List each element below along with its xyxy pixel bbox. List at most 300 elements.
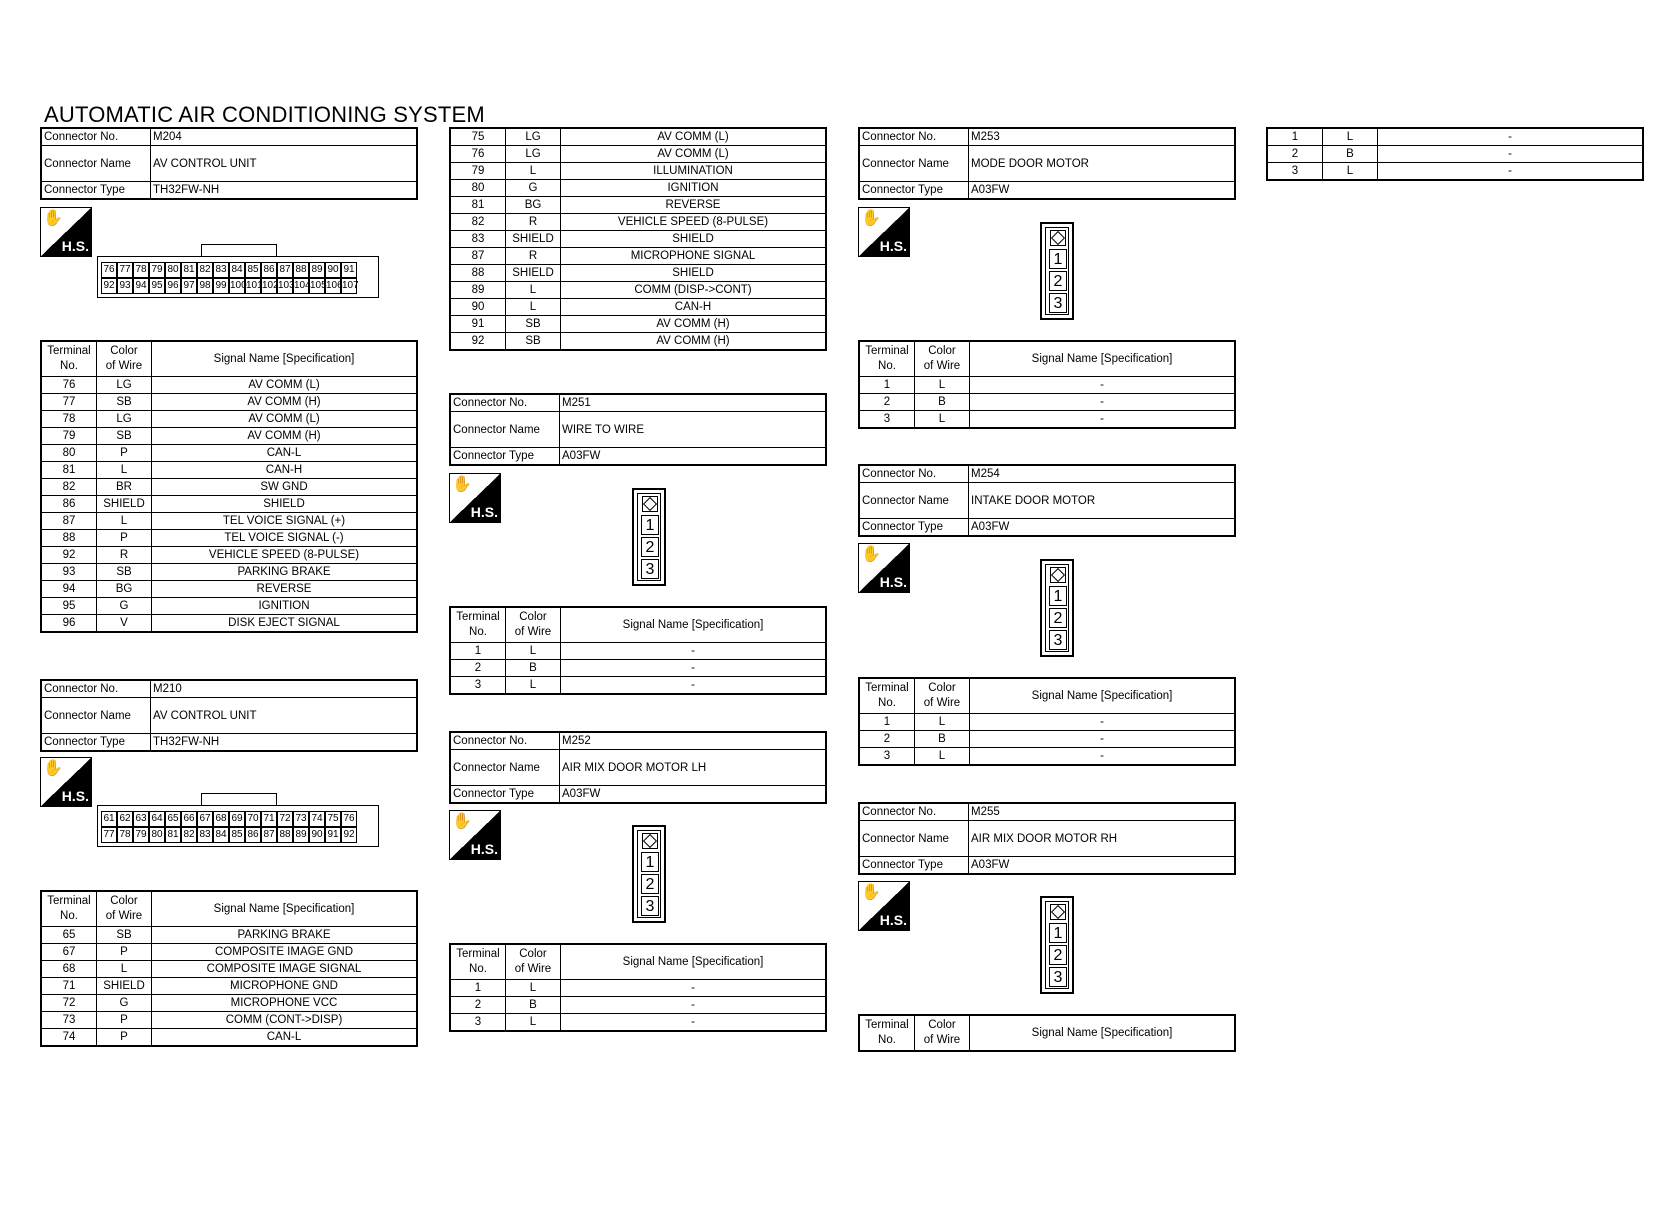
pin-cell: 3 bbox=[1049, 967, 1067, 987]
signal-name: SHIELD bbox=[561, 231, 827, 248]
connector-name: INTAKE DOOR MOTOR bbox=[969, 483, 1236, 519]
col-terminal-header: Terminal No. bbox=[450, 607, 506, 643]
pin-cell: 92 bbox=[341, 827, 357, 843]
terminal-no: 65 bbox=[41, 927, 97, 944]
wire-color: L bbox=[506, 1014, 561, 1032]
pin-cell: 67 bbox=[197, 811, 213, 827]
harness-side-icon bbox=[858, 207, 910, 257]
wire-color: LG bbox=[97, 411, 152, 428]
connector-no: M254 bbox=[969, 465, 1236, 483]
table-row bbox=[450, 231, 826, 248]
wire-color: LG bbox=[506, 146, 561, 163]
signal-name: - bbox=[1378, 128, 1644, 146]
terminal-no: 80 bbox=[41, 445, 97, 462]
connector-body bbox=[1045, 564, 1069, 652]
connector-label: Connector No. bbox=[859, 803, 969, 821]
terminal-no: 74 bbox=[41, 1029, 97, 1047]
col-terminal-header: Terminal No. bbox=[41, 341, 97, 377]
connector-hand-icon: ✋ bbox=[452, 476, 472, 493]
signal-name: SW GND bbox=[152, 479, 418, 496]
connector-name: WIRE TO WIRE bbox=[560, 412, 827, 448]
pin-cell: 71 bbox=[261, 811, 277, 827]
pin-grid bbox=[101, 262, 357, 294]
wire-color: SHIELD bbox=[506, 231, 561, 248]
signal-name: - bbox=[561, 997, 827, 1014]
terminal-no: 91 bbox=[450, 316, 506, 333]
signal-name: SHIELD bbox=[152, 496, 418, 513]
table-row bbox=[859, 748, 1235, 766]
connector-name: AV CONTROL UNIT bbox=[151, 146, 418, 182]
connector-no: M204 bbox=[151, 128, 418, 146]
connector-info-table bbox=[40, 127, 418, 200]
terminal-table bbox=[449, 606, 827, 695]
pin-cell: 72 bbox=[277, 811, 293, 827]
terminal-no: 3 bbox=[1267, 163, 1323, 181]
wire-color: L bbox=[915, 411, 970, 429]
connector-body bbox=[1045, 227, 1069, 315]
signal-name: IGNITION bbox=[561, 180, 827, 197]
pin-cell: 82 bbox=[197, 262, 213, 278]
signal-name: REVERSE bbox=[561, 197, 827, 214]
table-row bbox=[41, 615, 417, 633]
col-signal-header: Signal Name [Specification] bbox=[152, 891, 418, 927]
terminal-no: 77 bbox=[41, 394, 97, 411]
pin-cell: 1 bbox=[641, 852, 659, 872]
signal-name: - bbox=[561, 1014, 827, 1032]
m252-terminal-table bbox=[449, 943, 827, 1032]
col-color-header: Color of Wire bbox=[915, 341, 970, 377]
pin-cell: 68 bbox=[213, 811, 229, 827]
signal-name: - bbox=[970, 731, 1236, 748]
pin-cell: 87 bbox=[277, 262, 293, 278]
table-row bbox=[450, 146, 826, 163]
terminal-no: 88 bbox=[450, 265, 506, 282]
harness-side-icon bbox=[40, 757, 92, 807]
signal-name: ILLUMINATION bbox=[561, 163, 827, 180]
terminal-no: 3 bbox=[450, 677, 506, 695]
col-signal-header: Signal Name [Specification] bbox=[970, 341, 1236, 377]
pin-cell: 78 bbox=[133, 262, 149, 278]
terminal-no: 1 bbox=[1267, 128, 1323, 146]
table-row bbox=[450, 980, 826, 997]
wire-color: SHIELD bbox=[97, 978, 152, 995]
connector-label: Connector Name bbox=[41, 698, 151, 734]
table-row bbox=[41, 530, 417, 547]
m255-terminal-table bbox=[1266, 127, 1644, 181]
terminal-no: 68 bbox=[41, 961, 97, 978]
terminal-no: 93 bbox=[41, 564, 97, 581]
connector-info-table bbox=[449, 731, 827, 804]
wire-color: L bbox=[915, 377, 970, 394]
connector-label: Connector Name bbox=[450, 412, 560, 448]
table-row bbox=[41, 496, 417, 513]
table-row bbox=[450, 265, 826, 282]
wire-color: G bbox=[97, 995, 152, 1012]
terminal-no: 2 bbox=[450, 660, 506, 677]
pin-cell: 89 bbox=[309, 262, 325, 278]
terminal-no: 90 bbox=[450, 299, 506, 316]
pin-cell: 69 bbox=[229, 811, 245, 827]
connector-type: A03FW bbox=[560, 786, 827, 804]
terminal-no: 81 bbox=[450, 197, 506, 214]
table-row bbox=[1267, 128, 1643, 146]
terminal-no: 87 bbox=[450, 248, 506, 265]
table-row bbox=[859, 377, 1235, 394]
table-row bbox=[450, 997, 826, 1014]
harness-side-icon bbox=[40, 207, 92, 257]
pin-cell: 3 bbox=[641, 559, 659, 579]
signal-name: AV COMM (L) bbox=[152, 411, 418, 428]
signal-name: TEL VOICE SIGNAL (+) bbox=[152, 513, 418, 530]
pin-cell: 84 bbox=[213, 827, 229, 843]
hs-label: H.S. bbox=[879, 238, 907, 254]
pin-cell: 64 bbox=[149, 811, 165, 827]
pin-cell: 66 bbox=[181, 811, 197, 827]
table-row bbox=[41, 479, 417, 496]
pin-cell: 76 bbox=[341, 811, 357, 827]
pin-cell: 104 bbox=[293, 278, 309, 294]
connector-face-3pin bbox=[632, 825, 666, 923]
pin-cell: 80 bbox=[149, 827, 165, 843]
terminal-no: 95 bbox=[41, 598, 97, 615]
pin-cell: 1 bbox=[1049, 249, 1067, 269]
table-row bbox=[1267, 163, 1643, 181]
table-row bbox=[41, 445, 417, 462]
table-row bbox=[41, 1029, 417, 1047]
connector-type: TH32FW-NH bbox=[151, 734, 418, 752]
connector-info-table bbox=[858, 464, 1236, 537]
terminal-table bbox=[449, 943, 827, 1032]
wire-color: SB bbox=[97, 428, 152, 445]
table-row bbox=[41, 1012, 417, 1029]
connector-info-table bbox=[858, 127, 1236, 200]
terminal-table bbox=[40, 340, 418, 633]
signal-name: AV COMM (H) bbox=[152, 394, 418, 411]
terminal-no: 79 bbox=[450, 163, 506, 180]
table-row bbox=[41, 564, 417, 581]
hs-label: H.S. bbox=[470, 841, 498, 857]
pin-cell: 101 bbox=[245, 278, 261, 294]
signal-name: CAN-H bbox=[152, 462, 418, 479]
table-row bbox=[859, 411, 1235, 429]
signal-name: AV COMM (H) bbox=[561, 333, 827, 351]
terminal-no: 82 bbox=[450, 214, 506, 231]
table-header-row bbox=[450, 607, 826, 643]
connector-body bbox=[637, 493, 661, 581]
harness-side-icon bbox=[858, 881, 910, 931]
pin-cell: 78 bbox=[117, 827, 133, 843]
m204-terminal-table bbox=[40, 340, 418, 633]
m204-connector-info bbox=[40, 127, 418, 200]
pin-cell: 77 bbox=[101, 827, 117, 843]
signal-name: - bbox=[561, 677, 827, 695]
terminal-no: 78 bbox=[41, 411, 97, 428]
pin-cell: 88 bbox=[293, 262, 309, 278]
wire-color: B bbox=[915, 394, 970, 411]
signal-name: CAN-L bbox=[152, 1029, 418, 1047]
connector-key-icon bbox=[642, 496, 658, 512]
signal-name: - bbox=[970, 748, 1236, 766]
pin-cell: 105 bbox=[309, 278, 325, 294]
terminal-table bbox=[858, 1014, 1236, 1052]
signal-name: AV COMM (L) bbox=[561, 128, 827, 146]
pin-cell: 98 bbox=[197, 278, 213, 294]
table-row bbox=[859, 394, 1235, 411]
table-row bbox=[450, 197, 826, 214]
pin-cell: 100 bbox=[229, 278, 245, 294]
connector-label: Connector No. bbox=[41, 680, 151, 698]
pin-cell: 2 bbox=[641, 874, 659, 894]
terminal-table bbox=[40, 890, 418, 1047]
connector-label: Connector Type bbox=[859, 182, 969, 200]
col-color-header: Color of Wire bbox=[915, 678, 970, 714]
connector-body bbox=[637, 830, 661, 918]
terminal-no: 86 bbox=[41, 496, 97, 513]
pin-cell: 3 bbox=[1049, 630, 1067, 650]
signal-name: COMM (DISP->CONT) bbox=[561, 282, 827, 299]
pin-cell: 107 bbox=[341, 278, 357, 294]
pin-cell: 90 bbox=[309, 827, 325, 843]
wire-color: L bbox=[1323, 128, 1378, 146]
terminal-no: 2 bbox=[1267, 146, 1323, 163]
wire-color: LG bbox=[97, 377, 152, 394]
col-signal-header: Signal Name [Specification] bbox=[970, 1015, 1236, 1051]
m255-connector-info bbox=[858, 802, 1236, 875]
pin-cell: 95 bbox=[149, 278, 165, 294]
table-row bbox=[450, 180, 826, 197]
pin-cell: 61 bbox=[101, 811, 117, 827]
signal-name: - bbox=[561, 660, 827, 677]
table-row bbox=[41, 995, 417, 1012]
connector-no: M251 bbox=[560, 394, 827, 412]
table-row bbox=[1267, 146, 1643, 163]
connector-label: Connector Type bbox=[450, 448, 560, 466]
wire-color: P bbox=[97, 445, 152, 462]
table-row bbox=[450, 1014, 826, 1032]
terminal-no: 80 bbox=[450, 180, 506, 197]
terminal-no: 2 bbox=[859, 394, 915, 411]
wire-color: SB bbox=[506, 316, 561, 333]
wire-color: BG bbox=[506, 197, 561, 214]
wire-color: L bbox=[506, 980, 561, 997]
terminal-no: 92 bbox=[41, 547, 97, 564]
pin-cell: 103 bbox=[277, 278, 293, 294]
harness-side-icon bbox=[449, 810, 501, 860]
table-header-row bbox=[859, 1015, 1235, 1051]
terminal-no: 1 bbox=[859, 377, 915, 394]
pin-cell: 91 bbox=[341, 262, 357, 278]
table-row bbox=[450, 299, 826, 316]
wire-color: L bbox=[506, 299, 561, 316]
connector-name: AIR MIX DOOR MOTOR RH bbox=[969, 821, 1236, 857]
connector-no: M252 bbox=[560, 732, 827, 750]
connector-label: Connector Name bbox=[41, 146, 151, 182]
table-row bbox=[450, 128, 826, 146]
pin-cell: 70 bbox=[245, 811, 261, 827]
col-terminal-header: Terminal No. bbox=[450, 944, 506, 980]
hs-label: H.S. bbox=[470, 504, 498, 520]
pin-cell: 89 bbox=[293, 827, 309, 843]
pin-cell: 83 bbox=[213, 262, 229, 278]
pin-cell: 97 bbox=[181, 278, 197, 294]
table-header-row bbox=[450, 944, 826, 980]
wire-color: P bbox=[97, 944, 152, 961]
terminal-no: 76 bbox=[41, 377, 97, 394]
signal-name: - bbox=[561, 980, 827, 997]
wire-color: B bbox=[915, 731, 970, 748]
connector-type: TH32FW-NH bbox=[151, 182, 418, 200]
table-header-row bbox=[859, 341, 1235, 377]
wire-color: L bbox=[97, 961, 152, 978]
hs-label: H.S. bbox=[879, 574, 907, 590]
wire-color: V bbox=[97, 615, 152, 633]
hs-label: H.S. bbox=[61, 238, 89, 254]
col-signal-header: Signal Name [Specification] bbox=[561, 944, 827, 980]
pin-cell: 106 bbox=[325, 278, 341, 294]
connector-name: AV CONTROL UNIT bbox=[151, 698, 418, 734]
connector-label: Connector Name bbox=[859, 146, 969, 182]
connector-hand-icon: ✋ bbox=[861, 210, 881, 227]
connector-type: A03FW bbox=[560, 448, 827, 466]
connector-label: Connector Type bbox=[859, 519, 969, 537]
pin-cell: 86 bbox=[245, 827, 261, 843]
connector-label: Connector Name bbox=[859, 483, 969, 519]
pin-cell: 74 bbox=[309, 811, 325, 827]
col-signal-header: Signal Name [Specification] bbox=[561, 607, 827, 643]
wire-color: L bbox=[506, 282, 561, 299]
table-row bbox=[450, 333, 826, 351]
connector-type: A03FW bbox=[969, 857, 1236, 875]
table-row bbox=[41, 944, 417, 961]
terminal-no: 2 bbox=[450, 997, 506, 1014]
terminal-no: 79 bbox=[41, 428, 97, 445]
terminal-no: 73 bbox=[41, 1012, 97, 1029]
terminal-no: 76 bbox=[450, 146, 506, 163]
table-row bbox=[41, 961, 417, 978]
signal-name: - bbox=[970, 714, 1236, 731]
wire-color: BG bbox=[97, 581, 152, 598]
pin-cell: 81 bbox=[165, 827, 181, 843]
connector-name: MODE DOOR MOTOR bbox=[969, 146, 1236, 182]
m252-connector-info bbox=[449, 731, 827, 804]
terminal-no: 71 bbox=[41, 978, 97, 995]
signal-name: - bbox=[970, 411, 1236, 429]
signal-name: AV COMM (L) bbox=[561, 146, 827, 163]
signal-name: PARKING BRAKE bbox=[152, 927, 418, 944]
table-row bbox=[450, 677, 826, 695]
signal-name: - bbox=[1378, 163, 1644, 181]
connector-hand-icon: ✋ bbox=[43, 210, 63, 227]
wire-color: B bbox=[506, 660, 561, 677]
table-row bbox=[859, 714, 1235, 731]
pin-cell: 85 bbox=[229, 827, 245, 843]
pin-cell: 88 bbox=[277, 827, 293, 843]
wire-color: BR bbox=[97, 479, 152, 496]
pin-cell: 63 bbox=[133, 811, 149, 827]
terminal-no: 67 bbox=[41, 944, 97, 961]
terminal-no: 96 bbox=[41, 615, 97, 633]
terminal-no: 92 bbox=[450, 333, 506, 351]
connector-label: Connector Type bbox=[450, 786, 560, 804]
connector-no: M253 bbox=[969, 128, 1236, 146]
wire-color: R bbox=[506, 248, 561, 265]
col-color-header: Color of Wire bbox=[506, 607, 561, 643]
terminal-no: 3 bbox=[859, 748, 915, 766]
connector-label: Connector Type bbox=[41, 182, 151, 200]
m251-terminal-table bbox=[449, 606, 827, 695]
wire-color: P bbox=[97, 1012, 152, 1029]
wire-color: LG bbox=[506, 128, 561, 146]
wire-color: B bbox=[1323, 146, 1378, 163]
signal-name: REVERSE bbox=[152, 581, 418, 598]
pin-cell: 91 bbox=[325, 827, 341, 843]
hs-label: H.S. bbox=[61, 788, 89, 804]
table-row bbox=[450, 643, 826, 660]
connector-hand-icon: ✋ bbox=[43, 760, 63, 777]
table-row bbox=[41, 978, 417, 995]
connector-hand-icon: ✋ bbox=[861, 546, 881, 563]
table-header-row bbox=[41, 891, 417, 927]
connector-face-3pin bbox=[1040, 896, 1074, 994]
table-row bbox=[450, 214, 826, 231]
signal-name: - bbox=[561, 643, 827, 660]
pin-cell: 3 bbox=[641, 896, 659, 916]
m251-connector-info bbox=[449, 393, 827, 466]
m255-terminal-table bbox=[858, 1014, 1236, 1052]
connector-label: Connector No. bbox=[859, 128, 969, 146]
table-row bbox=[41, 927, 417, 944]
signal-name: CAN-H bbox=[561, 299, 827, 316]
connector-face-3pin bbox=[1040, 559, 1074, 657]
wire-color: L bbox=[1323, 163, 1378, 181]
table-row bbox=[859, 731, 1235, 748]
m253-connector-info bbox=[858, 127, 1236, 200]
pin-cell: 90 bbox=[325, 262, 341, 278]
signal-name: AV COMM (H) bbox=[561, 316, 827, 333]
terminal-table bbox=[858, 677, 1236, 766]
table-row bbox=[41, 581, 417, 598]
pin-cell: 79 bbox=[149, 262, 165, 278]
table-row bbox=[41, 394, 417, 411]
pin-cell: 87 bbox=[261, 827, 277, 843]
wire-color: SHIELD bbox=[97, 496, 152, 513]
pin-cell: 77 bbox=[117, 262, 133, 278]
connector-face-3pin bbox=[632, 488, 666, 586]
table-row bbox=[41, 598, 417, 615]
connector-label: Connector Name bbox=[450, 750, 560, 786]
col-terminal-header: Terminal No. bbox=[41, 891, 97, 927]
connector-label: Connector Name bbox=[859, 821, 969, 857]
m210-connector-info bbox=[40, 679, 418, 752]
connector-type: A03FW bbox=[969, 182, 1236, 200]
pin-cell: 84 bbox=[229, 262, 245, 278]
connector-hand-icon: ✋ bbox=[861, 884, 881, 901]
col-signal-header: Signal Name [Specification] bbox=[970, 678, 1236, 714]
connector-face-32pin bbox=[97, 793, 381, 849]
pin-cell: 2 bbox=[1049, 608, 1067, 628]
connector-name: AIR MIX DOOR MOTOR LH bbox=[560, 750, 827, 786]
pin-cell: 1 bbox=[1049, 586, 1067, 606]
pin-cell: 2 bbox=[1049, 945, 1067, 965]
wire-color: L bbox=[506, 677, 561, 695]
table-header-row bbox=[859, 678, 1235, 714]
signal-name: VEHICLE SPEED (8-PULSE) bbox=[561, 214, 827, 231]
pin-cell: 1 bbox=[1049, 923, 1067, 943]
pin-cell: 92 bbox=[101, 278, 117, 294]
signal-name: IGNITION bbox=[152, 598, 418, 615]
pin-cell: 82 bbox=[181, 827, 197, 843]
wire-color: B bbox=[506, 997, 561, 1014]
